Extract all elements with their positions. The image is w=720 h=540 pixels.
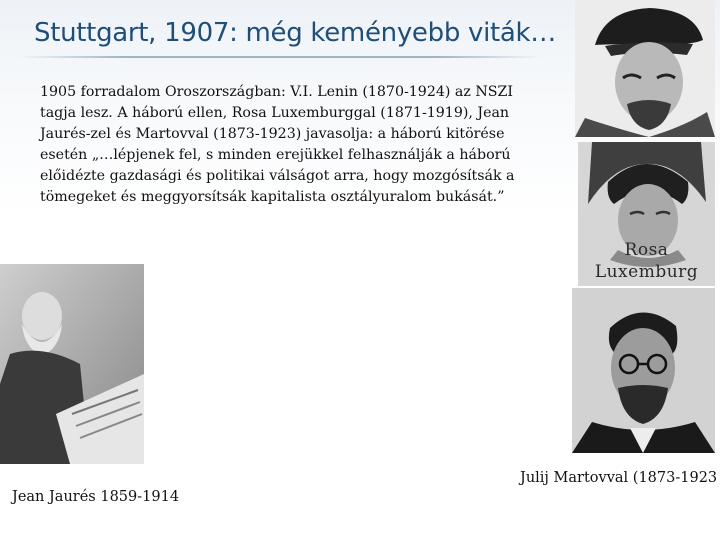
body-line: előidézte gazdasági és politikai válságot arra, hogy mozgósítsák a (40, 168, 515, 184)
body-text (40, 82, 555, 208)
luxemburg-photo (578, 142, 715, 286)
slide-title: Stuttgart, 1907: még keményebb viták… (34, 18, 556, 48)
title-divider (20, 56, 540, 58)
martov-photo (572, 288, 715, 453)
jaures-photo (0, 264, 144, 464)
body-line: esetén „…lépjenek fel, s minden erejükkel felhasználják a háború (40, 147, 511, 163)
jaures-caption: Jean Jaurés 1859-1914 (12, 489, 180, 505)
body-line: tömegeket és meggyorsítsák kapitalista osztályuralom bukását.” (40, 189, 505, 205)
lenin-photo (575, 0, 715, 137)
luxemburg-label-line1: Rosa (624, 240, 669, 260)
martov-portrait-icon (572, 288, 715, 453)
body-line: 1905 forradalom Oroszországban: V.I. Lenin (1870-1924) az NSZI (40, 84, 513, 100)
body-line: Jaurés-zel és Martovval (1873-1923) javasolja: a háború kitörése (40, 126, 505, 142)
body-line: tagja lesz. A háború ellen, Rosa Luxemburggal (1871-1919), Jean (40, 105, 510, 121)
jaures-portrait-icon (0, 264, 144, 464)
martov-caption: Julij Martovval (1873-1923 (520, 470, 718, 486)
luxemburg-label-line2: Luxemburg (594, 262, 699, 282)
lenin-portrait-icon (575, 0, 715, 137)
